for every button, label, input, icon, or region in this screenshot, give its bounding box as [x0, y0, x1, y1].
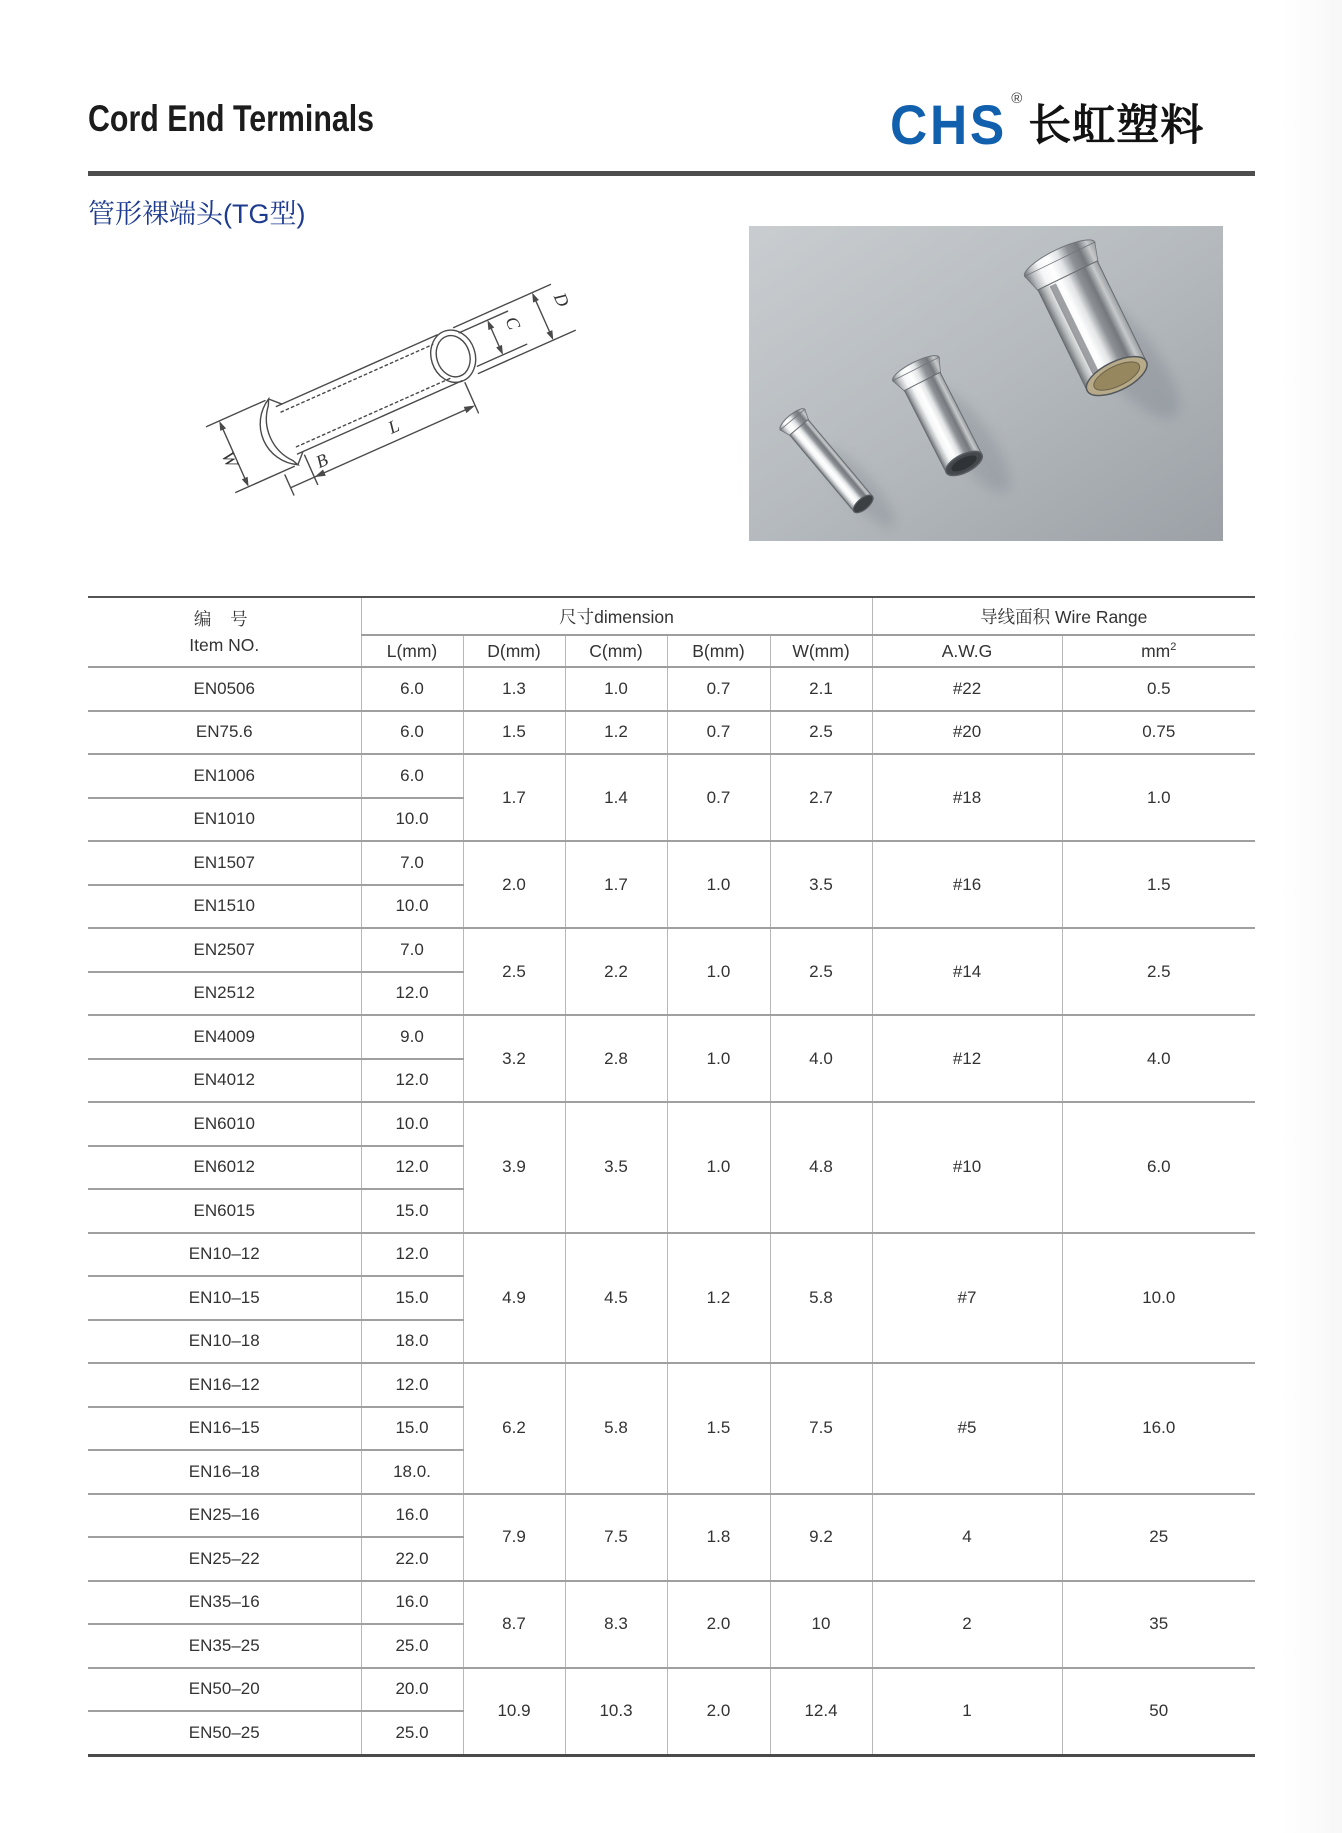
- d-value-cell: 10.9: [463, 1668, 565, 1756]
- table-row: [88, 928, 1255, 972]
- l-value-cell: 15.0: [361, 1276, 463, 1320]
- awg-value-cell: #16: [872, 841, 1062, 928]
- tube-inner-bottom: [296, 378, 451, 447]
- c-value-cell: 8.3: [565, 1581, 667, 1668]
- b-value-cell: 1.5: [667, 1363, 770, 1494]
- c-value-cell: 5.8: [565, 1363, 667, 1494]
- mm2-value-cell: 10.0: [1062, 1233, 1255, 1364]
- table-row: [88, 1494, 1255, 1538]
- dimension-label-w: W: [217, 448, 243, 471]
- product-photo: [749, 226, 1223, 541]
- item-no-cell: EN1507: [88, 841, 361, 885]
- l-value-cell: 12.0: [361, 972, 463, 1016]
- b-value-cell: 1.0: [667, 841, 770, 928]
- l-value-cell: 10.0: [361, 798, 463, 842]
- tube-top-edge: [276, 335, 437, 407]
- col-header-awg: A.W.G: [872, 635, 1062, 667]
- w-value-cell: 9.2: [770, 1494, 872, 1581]
- table-group-header-row: [88, 597, 1255, 635]
- l-value-cell: 7.0: [361, 841, 463, 885]
- d-value-cell: 3.2: [463, 1015, 565, 1102]
- table-row: [88, 1363, 1255, 1407]
- l-value-cell: 16.0: [361, 1494, 463, 1538]
- item-no-cell: EN50–20: [88, 1668, 361, 1712]
- mm2-value-cell: 2.5: [1062, 928, 1255, 1015]
- d-value-cell: 1.3: [463, 667, 565, 711]
- awg-value-cell: #7: [872, 1233, 1062, 1364]
- dimension-diagram: [165, 240, 605, 525]
- b-value-cell: 2.0: [667, 1668, 770, 1756]
- l-value-cell: 20.0: [361, 1668, 463, 1712]
- table-row: [88, 841, 1255, 885]
- c-value-cell: 1.2: [565, 711, 667, 755]
- w-value-cell: 7.5: [770, 1363, 872, 1494]
- item-no-cell: EN1006: [88, 754, 361, 798]
- table-row: [88, 1581, 1255, 1625]
- table-row: [88, 754, 1255, 798]
- spec-table-body: [88, 667, 1255, 1755]
- item-no-cell: EN16–18: [88, 1450, 361, 1494]
- b-value-cell: 1.2: [667, 1233, 770, 1364]
- b-value-cell: 1.0: [667, 1015, 770, 1102]
- w-value-cell: 5.8: [770, 1233, 872, 1364]
- w-value-cell: 2.5: [770, 928, 872, 1015]
- b-value-cell: 1.0: [667, 928, 770, 1015]
- chs-logo-text: CHS: [890, 93, 1008, 156]
- w-value-cell: 10: [770, 1581, 872, 1668]
- tube-bottom-edge: [298, 381, 462, 454]
- item-no-cell: EN75.6: [88, 711, 361, 755]
- d-value-cell: 3.9: [463, 1102, 565, 1233]
- l-value-cell: 10.0: [361, 885, 463, 929]
- awg-value-cell: 2: [872, 1581, 1062, 1668]
- dimension-label-c: C: [501, 313, 525, 333]
- b-value-cell: 1.8: [667, 1494, 770, 1581]
- table-row: [88, 1668, 1255, 1712]
- l-value-cell: 12.0: [361, 1363, 463, 1407]
- page-title: Cord End Terminals: [88, 98, 375, 139]
- spec-table: [88, 596, 1255, 1757]
- d-value-cell: 4.9: [463, 1233, 565, 1364]
- item-no-cell: EN10–12: [88, 1233, 361, 1277]
- item-no-cell: EN0506: [88, 667, 361, 711]
- tube-end-outer: [424, 324, 482, 388]
- w-value-cell: 2.5: [770, 711, 872, 755]
- tube-inner-top: [281, 345, 433, 413]
- mm2-value-cell: 0.75: [1062, 711, 1255, 755]
- c-value-cell: 1.0: [565, 667, 667, 711]
- c-value-cell: 3.5: [565, 1102, 667, 1233]
- l-value-cell: 7.0: [361, 928, 463, 972]
- table-row: [88, 711, 1255, 755]
- l-value-cell: 25.0: [361, 1711, 463, 1755]
- item-no-cell: EN10–18: [88, 1320, 361, 1364]
- item-no-cell: EN6015: [88, 1189, 361, 1233]
- item-no-cell: EN35–25: [88, 1624, 361, 1668]
- b-value-cell: 0.7: [667, 754, 770, 841]
- awg-value-cell: #5: [872, 1363, 1062, 1494]
- item-no-header: [88, 597, 361, 667]
- mm2-value-cell: 1.0: [1062, 754, 1255, 841]
- mm2-value-cell: 35: [1062, 1581, 1255, 1668]
- col-header-c: C(mm): [565, 635, 667, 667]
- l-value-cell: 6.0: [361, 754, 463, 798]
- w-value-cell: 2.1: [770, 667, 872, 711]
- l-value-cell: 22.0: [361, 1537, 463, 1581]
- awg-value-cell: #14: [872, 928, 1062, 1015]
- flare-crescent: [249, 399, 298, 473]
- mm2-value-cell: 50: [1062, 1668, 1255, 1756]
- page-edge-shading: [1282, 0, 1342, 1833]
- item-no-cell: EN25–22: [88, 1537, 361, 1581]
- d-value-cell: 7.9: [463, 1494, 565, 1581]
- item-no-cell: EN16–12: [88, 1363, 361, 1407]
- w-value-cell: 3.5: [770, 841, 872, 928]
- table-row: [88, 1102, 1255, 1146]
- c-value-cell: 7.5: [565, 1494, 667, 1581]
- awg-value-cell: #10: [872, 1102, 1062, 1233]
- d-value-cell: 8.7: [463, 1581, 565, 1668]
- dimension-label-b: B: [312, 449, 331, 473]
- awg-value-cell: #20: [872, 711, 1062, 755]
- dimension-group-header: 尺寸dimension: [361, 597, 872, 635]
- l-value-cell: 10.0: [361, 1102, 463, 1146]
- header-divider: [88, 171, 1255, 176]
- col-header-mm2: $mm^2$: [1062, 635, 1255, 667]
- table-row: [88, 1015, 1255, 1059]
- d-value-cell: 2.0: [463, 841, 565, 928]
- b-value-cell: 0.7: [667, 711, 770, 755]
- d-value-cell: 1.5: [463, 711, 565, 755]
- c-value-cell: 1.4: [565, 754, 667, 841]
- l-value-cell: 12.0: [361, 1146, 463, 1190]
- l-value-cell: 25.0: [361, 1624, 463, 1668]
- mm2-value-cell: 25: [1062, 1494, 1255, 1581]
- col-header-b: B(mm): [667, 635, 770, 667]
- item-no-cell: EN2512: [88, 972, 361, 1016]
- item-no-cell: EN4009: [88, 1015, 361, 1059]
- c-value-cell: 10.3: [565, 1668, 667, 1756]
- item-no-header-cn: 编 号: [193, 608, 255, 629]
- col-header-d: D(mm): [463, 635, 565, 667]
- l-value-cell: 6.0: [361, 667, 463, 711]
- awg-value-cell: #18: [872, 754, 1062, 841]
- section-subtitle: 管形裸端头(TG型): [88, 199, 306, 229]
- l-value-cell: 12.0: [361, 1059, 463, 1103]
- awg-value-cell: 4: [872, 1494, 1062, 1581]
- l-value-cell: 18.0: [361, 1320, 463, 1364]
- d-value-cell: 6.2: [463, 1363, 565, 1494]
- l-value-cell: 9.0: [361, 1015, 463, 1059]
- table-row: [88, 667, 1255, 711]
- dim-line-d: [533, 295, 552, 337]
- col-header-l: L(mm): [361, 635, 463, 667]
- item-no-cell: EN6010: [88, 1102, 361, 1146]
- item-no-cell: EN6012: [88, 1146, 361, 1190]
- awg-value-cell: #12: [872, 1015, 1062, 1102]
- mm2-value-cell: 4.0: [1062, 1015, 1255, 1102]
- brand-logo: [890, 92, 1204, 157]
- awg-value-cell: #22: [872, 667, 1062, 711]
- item-no-cell: EN25–16: [88, 1494, 361, 1538]
- table-row: [88, 1233, 1255, 1277]
- l-value-cell: 16.0: [361, 1581, 463, 1625]
- registered-trademark-icon: ®: [1011, 90, 1023, 107]
- l-value-cell: 18.0.: [361, 1450, 463, 1494]
- item-no-header-en: Item NO.: [189, 635, 260, 655]
- dimension-label-d: D: [549, 289, 574, 310]
- item-no-cell: EN1010: [88, 798, 361, 842]
- b-value-cell: 0.7: [667, 667, 770, 711]
- mm2-value-cell: 6.0: [1062, 1102, 1255, 1233]
- w-value-cell: 4.8: [770, 1102, 872, 1233]
- dimension-label-l: L: [385, 415, 403, 438]
- item-no-cell: EN50–25: [188, 1722, 260, 1742]
- mm2-value-cell: 1.5: [1062, 841, 1255, 928]
- wire-range-group-header: 导线面积 Wire Range: [872, 597, 1255, 635]
- l-value-cell: 6.0: [361, 711, 463, 755]
- awg-value-cell: 1: [872, 1668, 1062, 1756]
- w-value-cell: 12.4: [770, 1668, 872, 1756]
- w-value-cell: 4.0: [770, 1015, 872, 1102]
- w-value-cell: 2.7: [770, 754, 872, 841]
- item-no-cell: EN35–16: [88, 1581, 361, 1625]
- mm2-value-cell: 16.0: [1062, 1363, 1255, 1494]
- item-no-cell: EN1510: [88, 885, 361, 929]
- d-value-cell: 2.5: [463, 928, 565, 1015]
- l-value-cell: 15.0: [361, 1407, 463, 1451]
- b-value-cell: 2.0: [667, 1581, 770, 1668]
- item-no-cell: EN2507: [88, 928, 361, 972]
- c-value-cell: 4.5: [565, 1233, 667, 1364]
- item-no-cell: EN10–15: [88, 1276, 361, 1320]
- c-value-cell: 2.8: [565, 1015, 667, 1102]
- c-value-cell: 1.7: [565, 841, 667, 928]
- col-header-w: W(mm): [770, 635, 872, 667]
- c-value-cell: 2.2: [565, 928, 667, 1015]
- l-value-cell: 12.0: [361, 1233, 463, 1277]
- l-value-cell: 15.0: [361, 1189, 463, 1233]
- brand-chinese-name: 长虹塑料: [1028, 102, 1205, 150]
- item-no-cell: EN4012: [88, 1059, 361, 1103]
- b-value-cell: 1.0: [667, 1102, 770, 1233]
- mm2-value-cell: 0.5: [1062, 667, 1255, 711]
- item-no-cell: EN16–15: [88, 1407, 361, 1451]
- d-value-cell: 1.7: [463, 754, 565, 841]
